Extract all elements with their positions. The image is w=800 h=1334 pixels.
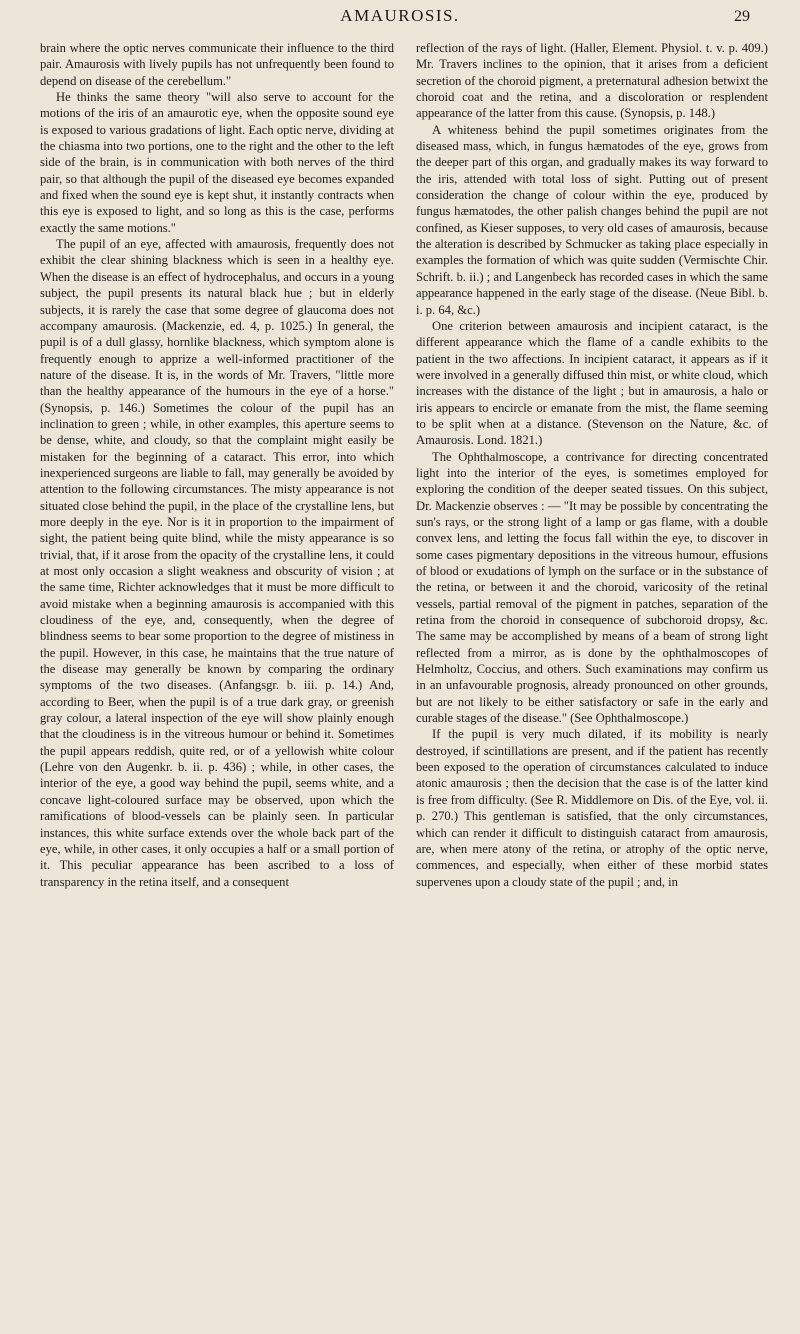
paragraph: A whiteness behind the pupil sometimes originates from the diseased mass, which, in fungus hæmatodes of the eye, grows from the deeper part of this organ, and gradually makes its way forward to the iris, attended with total loss of sight. Putting out of present consideration the change of colour within the eye, produced by fungus hæmatodes, the other palish changes behind the pupil are not confined, as Kieser supposes, to very old cases of amaurosis, because the alteration is described by Schmucker as taking place especially in examples the formation of which was quite sudden (Vermischte Chir. Schrift. b. ii.) ; and Langenbeck has recorded cases in which the same appearance happened in the early stage of the disease. (Neue Bibl. b. i. p. 64, &c.) — [416, 122, 768, 317]
paragraph: reflection of the rays of light. (Haller, Element. Physiol. t. v. p. 409.) Mr. Travers inclines to the opinion, that it arises from a deficient secretion of the choroid pigment, a preternatural adhesion betwixt the choroid coat and the retina, and a discoloration or resplendent appearance of the latter from this cause. (Synopsis, p. 148.) — [416, 41, 768, 121]
running-title: AMAUROSIS. — [340, 6, 460, 25]
paragraph: He thinks the same theory "will also serve to account for the motions of the iris of an amaurotic eye, when the opposite sound eye is exposed to various gradations of light. Each optic nerve, dividing at the chiasma into two portions, one to the right and the other to the left side of the brain, is in communication with both nerves of the third pair, so that although the pupil of the diseased eye becomes expanded and fixed when the sound eye is kept shut, it instantly contracts when this eye is exposed to light, and so long as this is the case, performs exactly the same motions." — [40, 90, 394, 235]
page-header — [0, 6, 800, 28]
right-column — [416, 40, 768, 1330]
left-column — [40, 40, 394, 1330]
paragraph: The Ophthalmoscope, a contrivance for directing concentrated light into the interior of the eyes, is sometimes employed for exploring the condition of the deeper seated tissues. On this subject, Dr. Mackenzie observes : — "It may be possible by concentrating the sun's rays, or the strong light of a lamp or gas flame, with a double convex lens, and letting the focus fall within the eye, to discover in some cases pigmentary depositions in the vitreous humour, effusions of blood or exudations of lymph on the surface or in the substance of the retina, or between it and the choroid, varicosity of the retinal vessels, partial removal of the pigment in patches, separation of the retina from the choroid in consequence of subchoroid dropsy, &c. The same may be accomplished by means of a beam of strong light reflected from a mirror, as is done by the ophthalmoscopes of Helmholtz, Coccius, and others. Such examinations may confirm us in an unfavourable prognosis, already pronounced on other grounds, but are not likely to be either satisfactory or safe in the early and curable stages of the disease." (See Ophthalmoscope.) — [416, 449, 768, 726]
paragraph: The pupil of an eye, affected with amaurosis, frequently does not exhibit the clear shining blackness which is seen in a healthy eye. When the disease is an effect of hydrocephalus, and occurs in a young subject, the pupil presents its natural black hue ; but in elderly subjects, it is rarely the case that some degree of glaucoma does not accompany amaurosis. (Mackenzie, ed. 4, p. 1025.) In general, the pupil is of a dull glassy, hornlike blackness, which symptom alone is frequently enough to apprize a well-informed practitioner of the nature of the disease. It is, in the words of Mr. Travers, "little more than the healthy appearance of the humours in the eye of a horse." (Synopsis, p. 146.) Sometimes the colour of the pupil has an inclination to green ; while, in other examples, this aperture seems to be dense, white, and cloudy, so that the complaint might easily be mistaken for the beginning of a cataract. This error, into which inexperienced surgeons are liable to fall, may generally be avoided by attention to the following circumstances. The misty appearance is not situated close behind the pupil, in the place of the crystalline lens, but more deeply in the eye. Nor is it in proportion to the impairment of sight, the patient being quite blind, while the misty appearance is so trivial, that, if it arose from the opacity of the crystalline lens, it could at most only occasion a slight weakness and obscurity of vision ; at the same time, Richter acknowledges that it must be more difficult to avoid mistake when a beginning amaurosis is accompanied with this cloudiness of the eye, and, consequently, when the degree of blindness seems to bear some proportion to the degree of mistiness in the pupil. However, in this case, he maintains that the true nature of the disease may generally be known by comparing the ordinary symptoms of the two diseases. (Anfangsgr. b. iii. p. 14.) And, according to Beer, when the pupil is of a true dark gray, or greenish gray colour, a lateral inspection of the eye will show plainly enough that the cloudiness is in the vitreous humour or behind it. Sometimes the pupil appears reddish, quite red, or of a yellowish white colour (Lehre von den Augenkr. b. ii. p. 436) ; while, in other cases, the interior of the eye, a good way behind the pupil, seems white, and a concave light-coloured surface may be observed, upon which the ramifications of blood-vessels can be plainly seen. In particular instances, this white surface extends over the whole back part of the eye, while, in other cases, it only occupies a half or a small portion of it. This peculiar appearance has been ascribed to a loss of transparency in the retina itself, and a consequent — [40, 237, 394, 889]
paragraph: One criterion between amaurosis and incipient cataract, is the different appearance which the flame of a candle exhibits to the patient in the two affections. In incipient cataract, it appears as if it were involved in a generally diffused thin mist, or white cloud, which increases with the distance of the light ; but in amaurosis, a halo or iris appears to encircle or emanate from the mist, the flame seeming to be split when at a distance. (Stevenson on the Nature, &c. of Amaurosis. Lond. 1821.) — [416, 318, 768, 448]
paragraph: brain where the optic nerves communicate their influence to the third pair. Amaurosis with lively pupils has not unfrequently been found to depend on disease of the cerebellum." — [40, 41, 394, 88]
paragraph: If the pupil is very much dilated, if its mobility is nearly destroyed, if scintillations are present, and if the patient has recently been exposed to the operation of circumstances calculated to induce atonic amaurosis ; then the decision that the case is of the latter kind is free from difficulty. (See R. Middlemore on Dis. of the Eye, vol. ii. p. 270.) This gentleman is satisfied, that the only circumstances, which can render it difficult to distinguish cataract from amaurosis, are, when mere atony of the retina, or atrophy of the optic nerve, commences, and especially, when either of these morbid states supervenes upon a cloudy state of the pupil ; and, in — [416, 727, 768, 889]
page-number: 29 — [734, 8, 750, 25]
